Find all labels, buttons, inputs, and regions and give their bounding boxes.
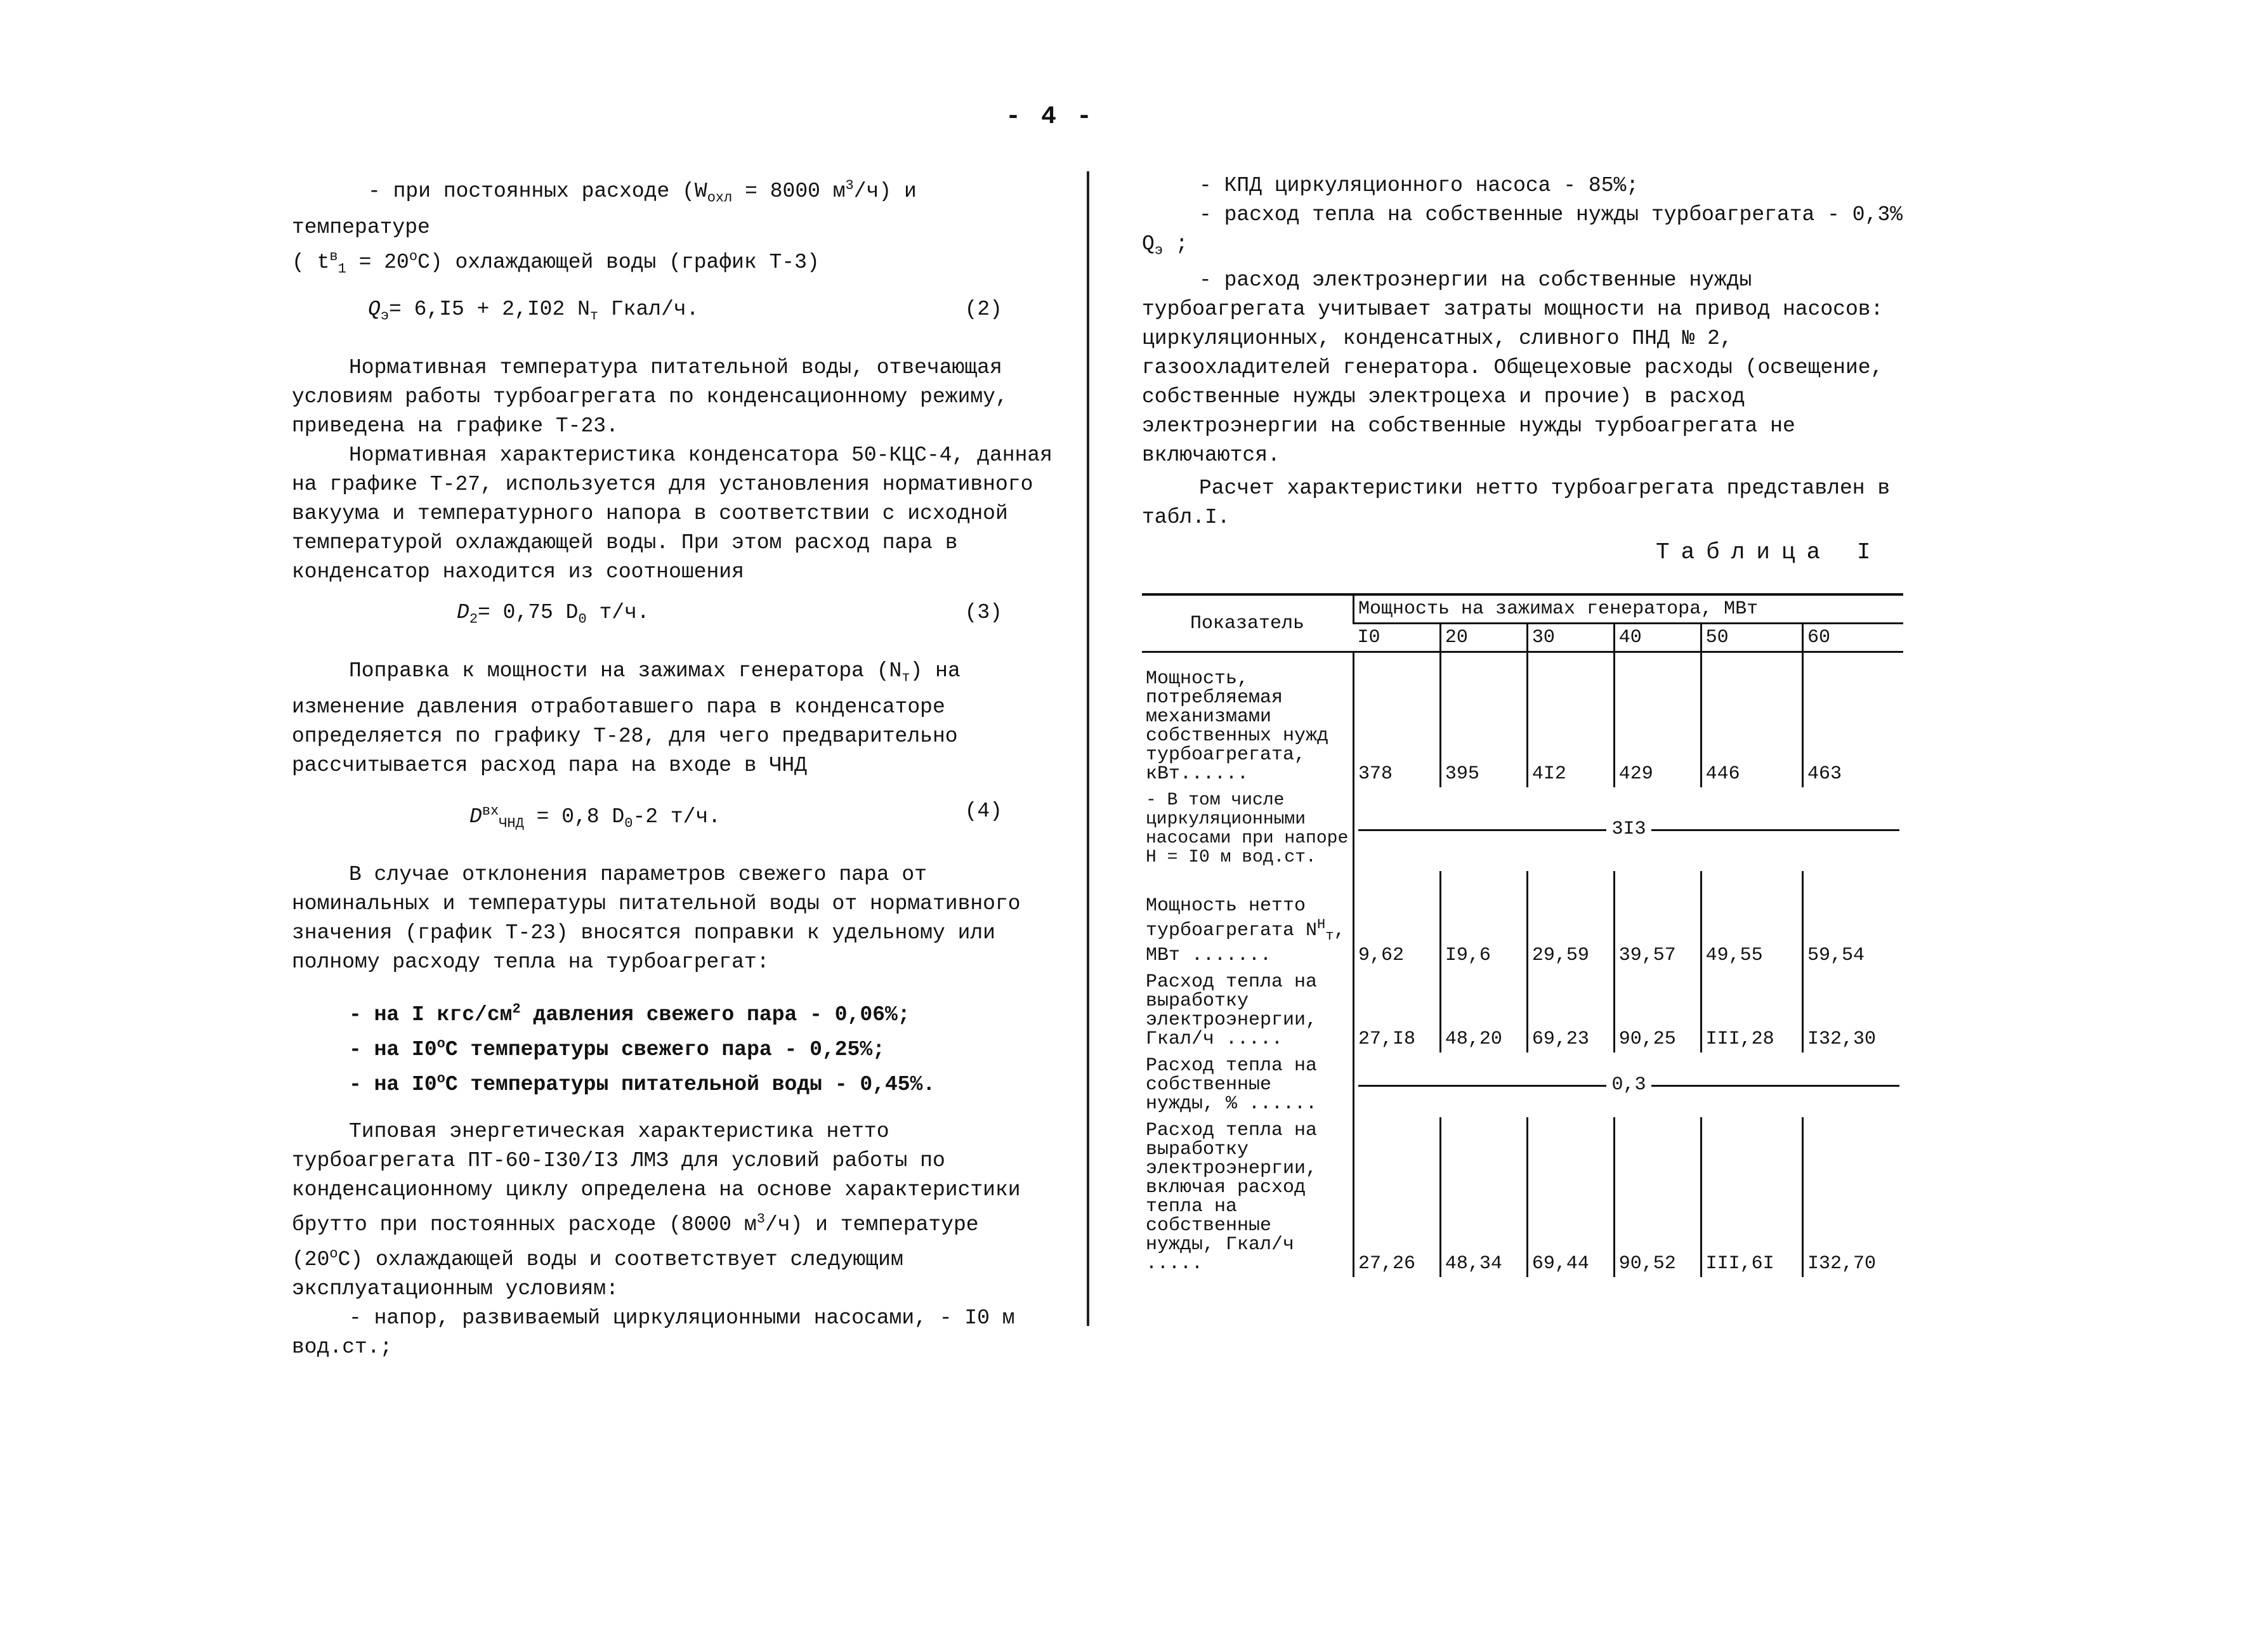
cell: 395 xyxy=(1440,652,1527,788)
header-power-30: 30 xyxy=(1527,624,1614,652)
header-power-60: 60 xyxy=(1803,624,1903,652)
cell: 49,55 xyxy=(1701,871,1802,969)
net-characteristic-table xyxy=(1142,593,1903,1277)
cell: 446 xyxy=(1701,652,1802,788)
cell: 27,26 xyxy=(1354,1117,1441,1277)
row-label-heat-electricity: Расход тепла на выработку электроэнергии, Гкал/ч ..... xyxy=(1146,971,1318,1050)
header-power-10: I0 xyxy=(1354,624,1441,652)
row-label-circulation-pumps: - В том числе циркуляционными насосами при напоре H = I0 м вод.ст. xyxy=(1146,790,1349,867)
header-power-50: 50 xyxy=(1701,624,1802,652)
cell: 429 xyxy=(1614,652,1701,788)
cell: 69,44 xyxy=(1527,1117,1614,1277)
paragraph-typical-characteristic: Типовая энергетическая характеристика нетто турбоагрегата ПТ-60-I30/I3 ЛМЗ для условий работы по конденсационному циклу определена на основе характеристики брутто при постоянных расходе (8000 $м^3/ч$) и температуре (20$^o$С) охлаждающей воды и соответствует следующим эксплуатационным условиям: xyxy=(292,1119,1021,1301)
cell: 378 xyxy=(1354,652,1441,788)
formula-4: $D^{вх}_{ЧНД} = 0,8$ $D_0-2$ т/ч. (4) xyxy=(469,799,1002,832)
row-label-aux-power: Мощность, потребляемая механизмами собственных нужд турбоагрегата, кВт...... xyxy=(1146,668,1329,785)
cell: I9,6 xyxy=(1440,871,1527,969)
formula-2: $Q_э= 6,I5 + 2,I02$ $N_т$ Гкал/ч. (2) xyxy=(368,298,1002,324)
bullet-electricity-own-needs: - расход электроэнергии на собственные нужды турбоагрегата учитывает затраты мощности на привод насосов: циркуляционных, конденсатных, сливного ПНД № 2, газоохладителей генератора. Общецеховые расходы (освещение, собственные нужды электроцеха и прочие) в расход электроэнергии на собственные нужды турбоагрегата не включаются. xyxy=(1142,268,1884,467)
bullet-feedwater-temp: - на I0$^o$С температуры питательной воды - 0,45%. xyxy=(349,1070,936,1096)
header-power-40: 40 xyxy=(1614,624,1701,652)
cell-merged: 3I3 xyxy=(1354,787,1904,871)
right-column xyxy=(1142,171,1903,532)
paragraph-correction: Поправка к мощности на зажимах генератора $(N_т)$ на изменение давления отработавшего пара в конденсаторе определяется по графику Т-28, для чего предварительно рассчитывается расход пара на входе в ЧНД xyxy=(292,659,960,777)
condition-line-2: ( $t^в_1 = 20^oС$) охлаждающей воды (график Т-3) xyxy=(292,248,820,277)
cell: I32,30 xyxy=(1803,969,1903,1053)
bullet-pump-efficiency: - КПД циркуляционного насоса - 85%; xyxy=(1199,174,1639,197)
paragraph-condenser: Нормативная характеристика конденсатора 50-КЦС-4, данная на графике Т-27, используется для установления нормативного вакуума и температурного напора в соответствии с исходной температурой охлаждающей воды. При этом расход пара в конденсатор находится из соотношения xyxy=(292,443,1052,584)
cell: 69,23 xyxy=(1527,969,1614,1053)
cell: 9,62 xyxy=(1354,871,1441,969)
cell: III,6I xyxy=(1701,1117,1802,1277)
bullet-steam-temp: - на I0$^o$С температуры свежего пара - 0,25%; xyxy=(349,1035,885,1061)
cell: 59,54 xyxy=(1803,871,1903,969)
cell: III,28 xyxy=(1701,969,1802,1053)
paragraph-feedwater: Нормативная температура питательной воды, отвечающая условиям работы турбоагрегата по конденсационному режиму, приведена на графике Т-23. xyxy=(292,356,1008,438)
row-label-heat-own-needs: Расход тепла на собственные нужды, % ...... xyxy=(1146,1055,1318,1115)
cell: 48,20 xyxy=(1440,969,1527,1053)
paragraph-pressure-head: - напор, развиваемый циркуляционными насосами, - I0 м вод.ст.; xyxy=(292,1306,1015,1359)
cell: 27,I8 xyxy=(1354,969,1441,1053)
bullet-pressure: - на I кгс/$см^2$ давления свежего пара - 0,06%; xyxy=(349,1000,910,1026)
row-label-net-power: Мощность нетто турбоагрегата $N^H_т$, МВт ....... xyxy=(1146,895,1346,966)
row-label-heat-total: Расход тепла на выработку электроэнергии, включая расход тепла на собственные нужды, Гкал/ч ..... xyxy=(1146,1120,1318,1275)
page-number: - 4 - xyxy=(1006,103,1095,131)
table-row xyxy=(1142,1053,1903,1117)
column-divider xyxy=(1087,171,1089,1326)
bullet-heat-own-needs: - расход тепла на собственные нужды турбоагрегата - 0,3% $Q_э$ ; xyxy=(1142,203,1903,259)
cell: 90,52 xyxy=(1614,1117,1701,1277)
left-column xyxy=(292,171,1053,1362)
cell: 48,34 xyxy=(1440,1117,1527,1277)
header-power-group: Мощность на зажимах генератора, МВт xyxy=(1354,594,1904,624)
cell: 29,59 xyxy=(1527,871,1614,969)
table-row xyxy=(1142,652,1903,788)
header-indicator: Показатель xyxy=(1142,594,1354,652)
table-row xyxy=(1142,1117,1903,1277)
header-power-20: 20 xyxy=(1440,624,1527,652)
cell: I32,70 xyxy=(1803,1117,1903,1277)
table-row xyxy=(1142,969,1903,1053)
cell: 4I2 xyxy=(1527,652,1614,788)
cell: 90,25 xyxy=(1614,969,1701,1053)
paragraph-table-reference: Расчет характеристики нетто турбоагрегата представлен в табл.I. xyxy=(1142,476,1891,529)
cell: 463 xyxy=(1803,652,1903,788)
condition-line-1: - при постоянных расходе ($W_{охл} = 8000$ $м^3/ч$) и температуре xyxy=(292,178,917,239)
paragraph-deviation: В случае отклонения параметров свежего пара от номинальных и температуры питательной воды от нормативного значения (график Т-23) вносятся поправки к удельному или полному расходу тепла на турбоагрегат: xyxy=(292,862,1021,974)
cell-merged: 0,3 xyxy=(1354,1053,1904,1117)
cell: 39,57 xyxy=(1614,871,1701,969)
formula-3: $D_2= 0,75$ $D_0$ т/ч. (3) xyxy=(457,601,1002,627)
table-caption: Таблица I xyxy=(1656,539,1882,565)
table-row xyxy=(1142,787,1903,871)
table-row xyxy=(1142,871,1903,969)
